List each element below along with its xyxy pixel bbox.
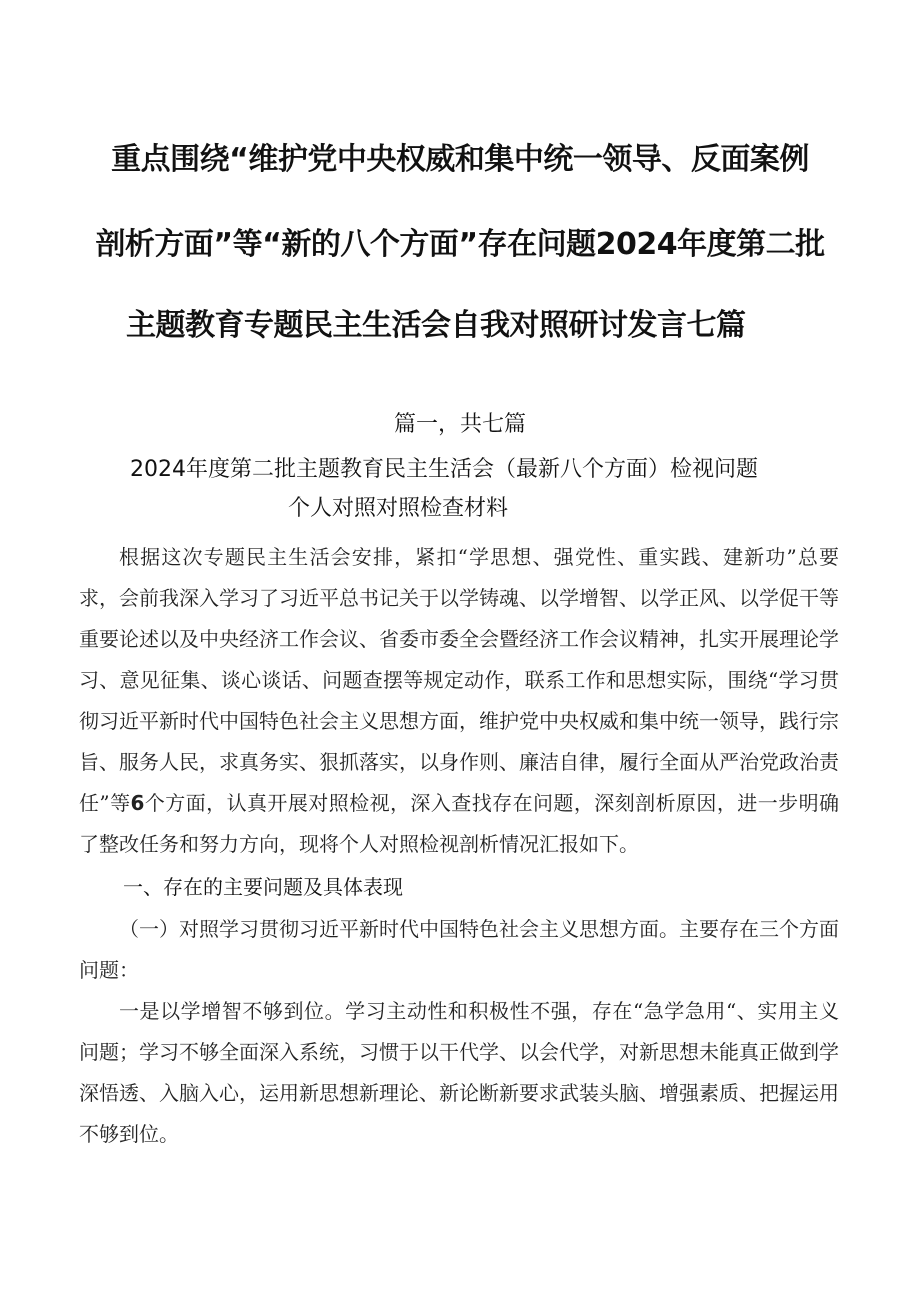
document-title-line-1: 重点围绕“维护党中央权威和集中统一领导、反面案例 [111,142,809,177]
intro-number: 6 [130,791,145,815]
document-title-line-2: 剖析方面”等“新的八个方面”存在问题2024年度第二批 [95,227,825,262]
subtitle-line-2: 个人对照对照检查材料 [288,496,509,521]
document-body [79,537,839,1155]
paragraph-2: （一）对照学习贯彻习近平新时代中国特色社会主义思想方面。主要存在三个方面问题： [79,917,839,982]
section-heading-1: 一、存在的主要问题及具体表现 [123,875,403,899]
intro-text-before: 根据这次专题民主生活会安排，紧扣“学思想、强党性、重实践、建新功”总要求，会前我深入学习了习近平总书记关于以学铸魂、以学增智、以学正风、以学促干等重要论述以及中央经济工作会议、省委市委全会暨经济工作会议精神，扎实开展理论学习、意见征集、谈心谈话、问题查摆等规定动作，联系工作和思想实际，围绕“学习贯彻习近平新时代中国特色社会主义思想方面，维护党中央权威和集中统一领导，践行宗旨、服务人民，求真务实、狠抓落实，以身作则、廉洁自律，履行全面从严治党政治责任”等 [79,545,839,815]
paragraph-3: 一是以学增智不够到位。学习主动性和积极性不强，存在“急学急用“、实用主义问题；学习不够全面深入系统，习惯于以干代学、以会代学，对新思想未能真正做到学深悟透、入脑入心，运用新思想新理论、新论断新要求武装头脑、增强素质、把握运用不够到位。 [79,999,839,1146]
intro-paragraph [79,537,839,865]
document-title-line-3: 主题教育专题民主生活会自我对照研讨发言七篇 [126,308,746,343]
intro-text-after: 个方面，认真开展对照检视，深入查找存在问题，深刻剖析原因，进一步明确了整改任务和努力方向，现将个人对照检视剖析情况汇报如下。 [79,791,839,856]
subtitle-line-1: 2024年度第二批主题教育民主生活会（最新八个方面）检视问题 [130,457,758,482]
section-label: 篇一，共七篇 [393,412,526,437]
